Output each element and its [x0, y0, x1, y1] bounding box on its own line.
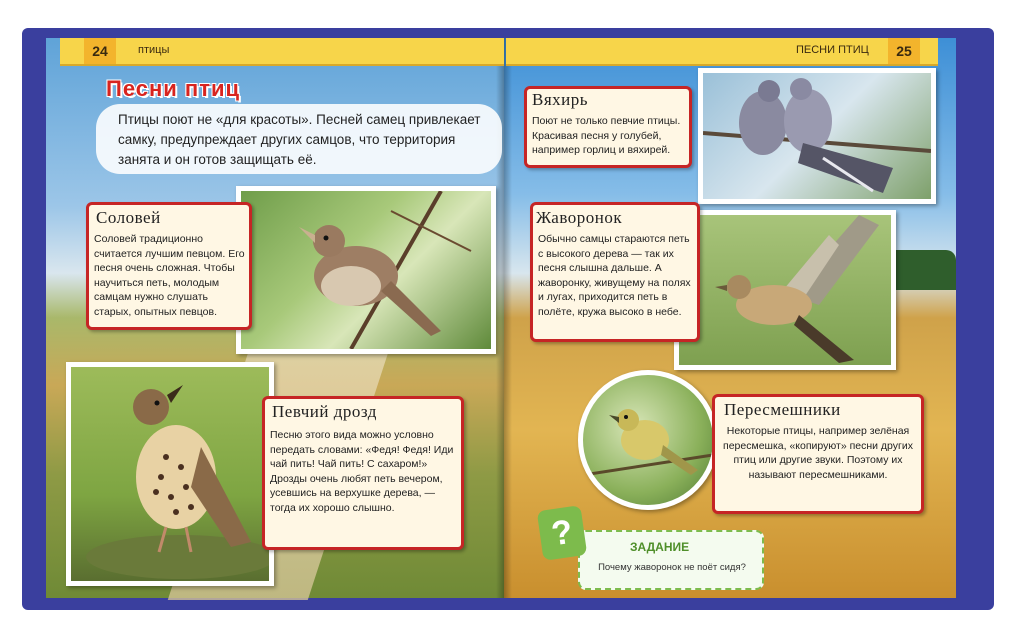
intro-text: Птицы поют не «для красоты». Песней самец привлекает самку, предупреждает других самцов, что территория занята и он готов защищать её.: [118, 112, 481, 167]
mockingbirds-text: Некоторые птицы, например зелёная пересмешка, «копируют» песни других птиц или другие звуки. Поэтому их называют пересмешниками.: [723, 425, 913, 481]
woodpigeon-birds-illustration: [703, 73, 931, 199]
song-thrush-text: Песню этого вида можно условно передать словами: «Федя! Федя! Иди чай пить! Чай пить! С сахаром!» Дрозды очень любят петь вечером, усевшись на верхушке дерева, — тогда их хорошо слышно.: [270, 429, 454, 514]
question-mark-icon: ?: [537, 505, 588, 561]
task-title: ЗАДАНИЕ: [630, 540, 690, 554]
left-header-title: птицы: [138, 44, 170, 56]
song-thrush-bird-illustration: [71, 367, 269, 581]
woodpigeon-text: Поют не только певчие птицы. Красивая песня у голубей, например горлиц и вяхирей.: [532, 115, 681, 156]
song-thrush-title: Певчий дрозд: [272, 402, 377, 421]
nightingale-bird-illustration: [241, 191, 491, 349]
right-page-header: [506, 38, 938, 66]
lark-text: Обычно самцы стараются петь с высокого дерева — так их песня слышна дальше. А жаворонку, живущему на полях и лугах, приходится петь в полёте, кружа высоко в небе.: [538, 233, 691, 318]
task-question: Почему жаворонок не поёт сидя?: [598, 562, 746, 573]
woodpigeon-photo: [698, 68, 936, 204]
woodpigeon-title: Вяхирь: [532, 90, 589, 109]
icterine-warbler-photo: [578, 370, 718, 510]
right-page-number: 25: [888, 38, 920, 64]
song-thrush-photo: [66, 362, 274, 586]
left-page-header: [60, 38, 504, 66]
lark-bird-illustration: [679, 215, 891, 365]
nightingale-title: Соловей: [96, 208, 161, 227]
mockingbirds-title: Пересмешники: [724, 400, 841, 419]
nightingale-photo: [236, 186, 496, 354]
lark-title: Жаворонок: [536, 208, 623, 227]
left-page-number: 24: [84, 38, 116, 64]
lark-photo: [674, 210, 896, 370]
nightingale-text: Соловей традиционно считается лучшим певцом. Его песня очень сложная. Чтобы научиться петь, молодым самцам нужно слушать старых, опытных певцов.: [94, 233, 245, 318]
warbler-bird-illustration: [583, 375, 713, 505]
task-box: [578, 530, 764, 590]
page-title: Песни птиц: [106, 76, 241, 101]
right-header-title: ПЕСНИ ПТИЦ: [796, 44, 869, 56]
